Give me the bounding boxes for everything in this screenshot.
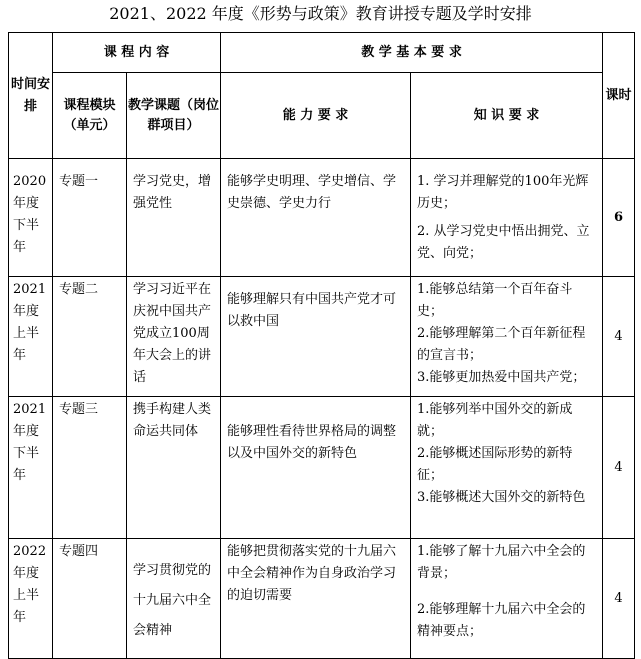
row-topic: 学习党史，增强党性	[127, 159, 221, 277]
row-module: 专题二	[53, 277, 127, 397]
curriculum-table	[8, 32, 635, 659]
header-time: 时间安排	[9, 33, 53, 159]
row-knowledge	[411, 159, 603, 277]
header-row-2	[9, 73, 635, 159]
header-module: 课程模块（单元）	[53, 73, 127, 159]
row-hours: 4	[603, 539, 635, 659]
table-row	[9, 539, 635, 659]
header-teaching-requirements: 教 学 基 本 要 求	[221, 33, 603, 73]
row-time: 2020年度下半年	[9, 159, 53, 277]
header-course-content: 课 程 内 容	[53, 33, 221, 73]
table-row	[9, 397, 635, 539]
row-ability: 能够学史明理、学史增信、学史崇德、学史力行	[221, 159, 411, 277]
knowledge-item: 3.能够概述大国外交的新特色	[417, 490, 586, 505]
row-time: 2021年度下半年	[9, 397, 53, 539]
row-ability: 能够理性看待世界格局的调整以及中国外交的新特色	[221, 397, 411, 539]
row-module: 专题一	[53, 159, 127, 277]
knowledge-item: 1.能够列举中国外交的新成就；	[417, 402, 573, 439]
header-topic: 教学课题（岗位群项目）	[127, 73, 221, 159]
row-topic: 学习贯彻党的十九届六中全会精神	[127, 539, 221, 659]
knowledge-item: 2.能够理解十九届六中全会的精神要点；	[417, 602, 586, 639]
page-title: 2021、2022 年度《形势与政策》教育讲授专题及学时安排	[109, 4, 532, 23]
row-hours: 4	[603, 277, 635, 397]
knowledge-item: 1.能够了解十九届六中全会的背景；	[417, 544, 586, 581]
row-ability: 能够理解只有中国共产党才可以救中国	[221, 277, 411, 397]
row-module: 专题四	[53, 539, 127, 659]
row-topic: 携手构建人类命运共同体	[127, 397, 221, 539]
row-hours: 4	[603, 397, 635, 539]
row-time: 2021年度上半年	[9, 277, 53, 397]
row-hours: 6	[603, 159, 635, 277]
row-ability: 能够把贯彻落实党的十九届六中全会精神作为自身政治学习的迫切需要	[221, 539, 411, 659]
table-row	[9, 159, 635, 277]
row-knowledge	[411, 539, 603, 659]
knowledge-item: 2.能够概述国际形势的新特征；	[417, 446, 573, 483]
knowledge-item: 2. 从学习党史中悟出拥党、立党、向党；	[417, 224, 590, 261]
knowledge-item: 3.能够更加热爱中国共产党；	[417, 370, 586, 385]
table-row	[9, 277, 635, 397]
row-knowledge	[411, 277, 603, 397]
knowledge-item: 2.能够理解第二个百年新征程的宣言书；	[417, 326, 586, 363]
header-hours: 课时	[603, 33, 635, 159]
row-time: 2022年度上半年	[9, 539, 53, 659]
knowledge-item: 1. 学习并理解党的100年光辉历史；	[417, 174, 589, 211]
knowledge-item: 1.能够总结第一个百年奋斗史；	[417, 282, 573, 319]
header-ability: 能 力 要 求	[221, 73, 411, 159]
row-topic: 学习习近平在庆祝中国共产党成立100周年大会上的讲话	[127, 277, 221, 397]
header-row-1	[9, 33, 635, 73]
row-knowledge	[411, 397, 603, 539]
row-module: 专题三	[53, 397, 127, 539]
header-knowledge: 知 识 要 求	[411, 73, 603, 159]
